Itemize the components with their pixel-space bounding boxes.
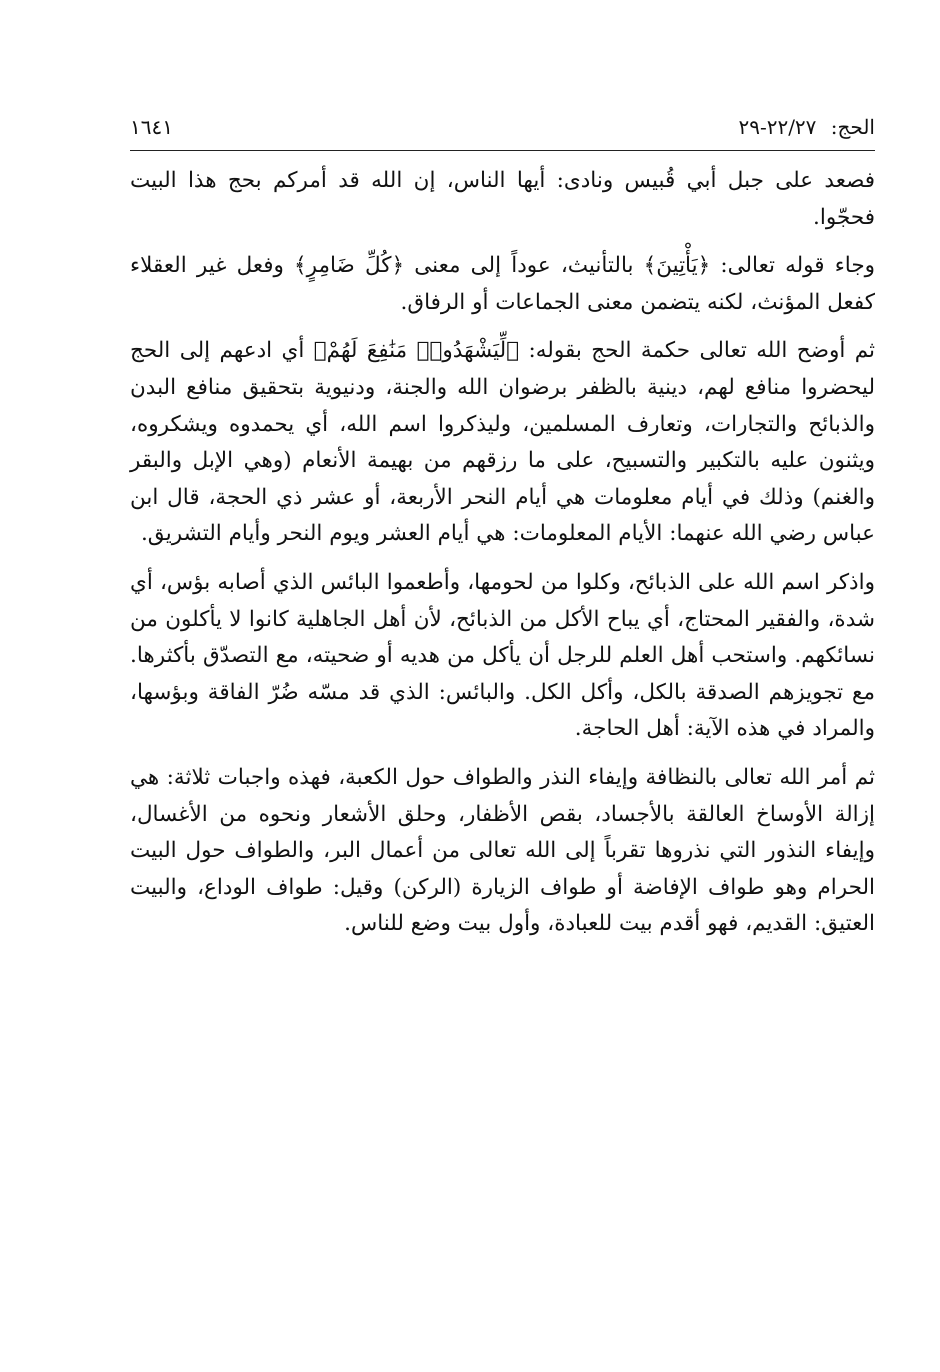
page-number: ١٦٤١ bbox=[130, 115, 173, 139]
paragraph-text-middle: بالتأنيث، عوداً إلى معنى bbox=[404, 253, 644, 279]
chapter-reference bbox=[738, 112, 875, 142]
paragraph-4 bbox=[130, 565, 875, 748]
paragraph-text: ثم أمر الله تعالى بالنظافة وإيفاء النذر والطواف حول الكعبة، فهذه واجبات ثلاثة: هي إزالة الأوساخ العالقة بالأجساد، بقص الأظفار، وحلق الأشعار ونحوه من الأغسال، وإيفاء النذور التي نذروها تقرباً إلى الله تعالى من أعمال البر، والطواف حول البيت الحرام وهو طواف الإفاضة أو طواف الزيارة (الركن) وقيل: طواف الوداع، والبيت العتيق: القديم، فهو أقدم بيت للعبادة، وأول بيت وضع للناس. bbox=[130, 764, 875, 937]
book-page bbox=[130, 112, 875, 955]
quran-quote-yatina: ﴿يَأْتِينَ﴾ bbox=[643, 253, 711, 279]
paragraph-text-end: أي ادعهم إلى الحج ليحضروا منافع لهم، دينية بالظفر برضوان الله والجنة، ودنيوية بتحقيق منافع البدن والذبائح والتجارات، وتعارف المسلمين، وليذكروا اسم الله، أي يحمدوه ويشكروه، ويثنون عليه بالتكبير والتسبيح، على ما رزقهم من بهيمة الأنعام (وهي الإبل والبقر والغنم) وذلك في أيام معلومات هي أيام النحر الأربعة، أو عشر ذي الحجة، قال ابن عباس رضي الله عنهما: الأيام المعلومات: هي أيام العشر ويوم النحر وأيام التشريق. bbox=[130, 338, 875, 547]
sura-name: الحج: bbox=[830, 115, 875, 139]
quran-quote-liyashhadu: ﴿لِّيَشْهَدُوا۟ مَنَٰفِعَ لَهُمْ﴾ bbox=[313, 338, 520, 364]
paragraph-text: واذكر اسم الله على الذبائح، وكلوا من لحومها، وأطعموا البائس الذي أصابه بؤس، أي شدة، والفقير المحتاج، أي يباح الأكل من الذبائح، لأن أهل الجاهلية كانوا لا يأكلون من نسائكهم. واستحب أهل العلم للرجل أن يأكل من هديه أو ضحيته، مع التصدّق بأكثرها. مع تجويزهم الصدقة بالكل، وأكل الكل. والبائس: الذي قد مسّه ضُرّ الفاقة وبؤسها، والمراد في هذه الآية: أهل الحاجة. bbox=[130, 569, 875, 742]
paragraph-text-start: ثم أوضح الله تعالى حكمة الحج بقوله: bbox=[519, 338, 876, 364]
paragraph-5 bbox=[130, 760, 875, 943]
body-text bbox=[130, 163, 875, 943]
paragraph-1 bbox=[130, 163, 875, 236]
paragraph-2 bbox=[130, 248, 875, 321]
paragraph-text: فصعد على جبل أبي قُبيس ونادى: أيها الناس، إن الله قد أمركم بحج هذا البيت فحجّوا. bbox=[130, 168, 875, 230]
verse-range: ٢٢/٢٧-٢٩ bbox=[738, 115, 817, 139]
paragraph-text-end: وفعل غير العقلاء كفعل المؤنث، لكنه يتضمن معنى الجماعات أو الرفاق. bbox=[130, 253, 875, 315]
paragraph-3 bbox=[130, 333, 875, 553]
paragraph-text-start: وجاء قوله تعالى: bbox=[710, 253, 876, 279]
quran-quote-kulli-damir: ﴿كُلِّ ضَامِرٍ﴾ bbox=[294, 253, 405, 279]
running-header bbox=[130, 112, 875, 148]
header-rule bbox=[130, 150, 875, 151]
